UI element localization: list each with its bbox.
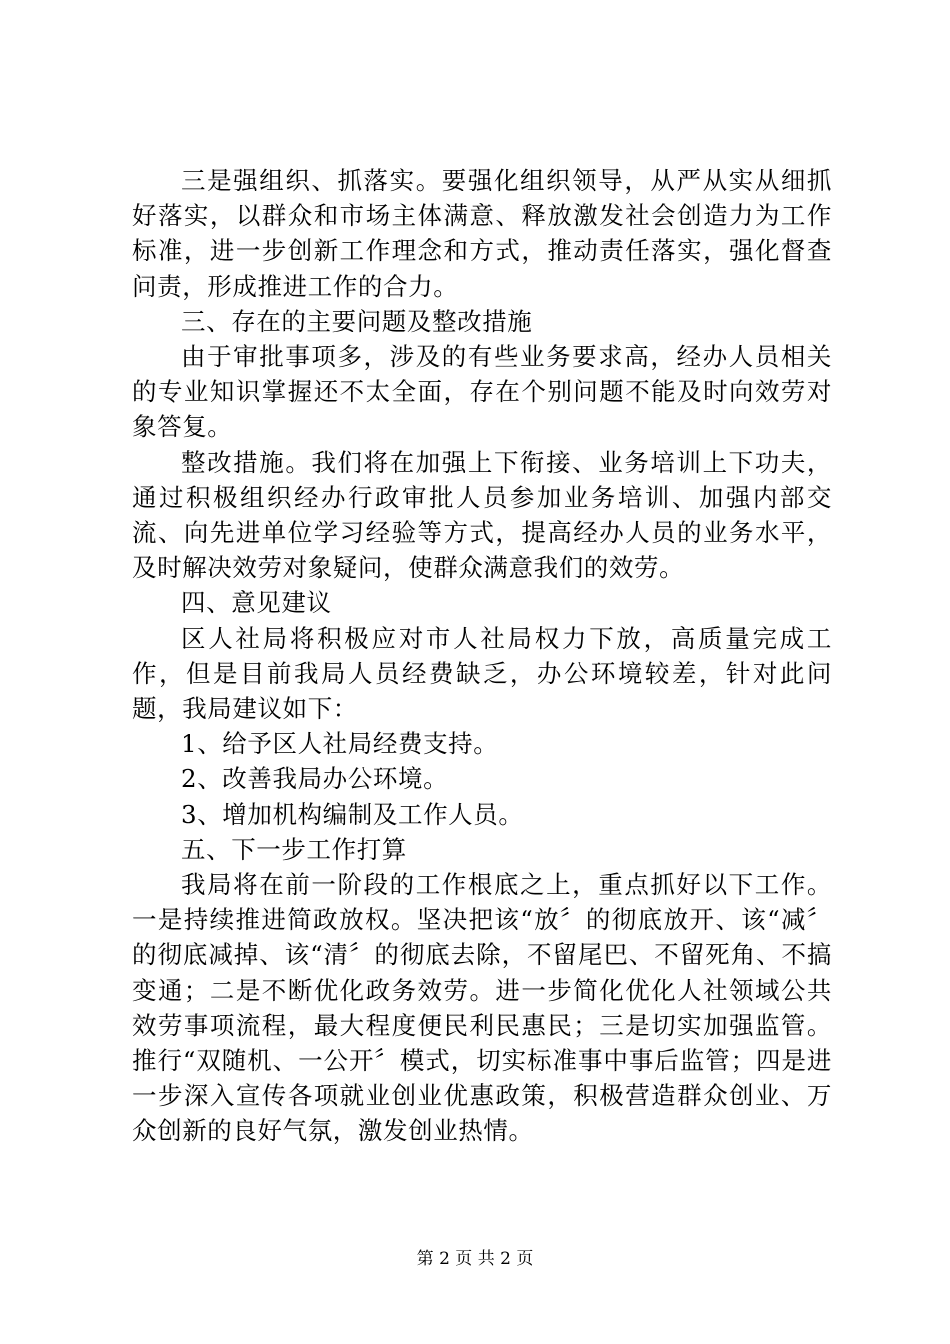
document-body xyxy=(132,163,832,1149)
paragraph-suggestions-intro: 区人社局将积极应对市人社局权力下放，高质量完成工作，但是目前我局人员经费缺乏，办公环境较差，针对此问题，我局建议如下： xyxy=(132,623,832,724)
list-item-suggestion-3: 3、增加机构编制及工作人员。 xyxy=(181,799,524,829)
paragraph-problems: 由于审批事项多，涉及的有些业务要求高，经办人员相关的专业知识掌握还不太全面，存在个别问题不能及时向效劳对象答复。 xyxy=(132,342,832,442)
page-footer xyxy=(0,1244,950,1269)
list-item-suggestion-2: 2、改善我局办公环境。 xyxy=(181,764,449,794)
page-number-label: 第 2 页 共 2 页 xyxy=(416,1249,534,1269)
paragraph-task-implementation: 三是强组织、抓落实。要强化组织领导，从严从实从细抓好落实，以群众和市场主体满意、释放激发社会创造力为工作标准，进一步创新工作理念和方式，推动责任落实，强化督查问责，形成推进工作的合力。 xyxy=(132,166,832,301)
paragraph-next-steps: 我局将在前一阶段的工作根底之上，重点抓好以下工作。一是持续推进简政放权。坚决把该“放〞的彻底放开、该“减〞的彻底减掉、该“清〞的彻底去除，不留尾巴、不留死角、不搞变通；二是不断优化政务效劳。进一步简化优化人社领域公共效劳事项流程，最大程度便民利民惠民；三是切实加强监管。推行“双随机、一公开〞模式，切实标准事中事后监管；四是进一步深入宣传各项就业创业优惠政策，积极营造群众创业、万众创新的良好气氛，激发创业热情。 xyxy=(132,870,832,1146)
heading-suggestions: 四、意见建议 xyxy=(181,588,332,618)
heading-problems-and-measures: 三、存在的主要问题及整改措施 xyxy=(181,306,533,336)
heading-next-steps: 五、下一步工作打算 xyxy=(181,834,407,864)
list-item-suggestion-1: 1、给予区人社局经费支持。 xyxy=(181,729,499,759)
paragraph-rectification-measures: 整改措施。我们将在加强上下衔接、业务培训上下功夫，通过积极组织经办行政审批人员参加业务培训、加强内部交流、向先进单位学习经验等方式，提高经办人员的业务水平，及时解决效劳对象疑问，使群众满意我们的效劳。 xyxy=(132,447,832,583)
